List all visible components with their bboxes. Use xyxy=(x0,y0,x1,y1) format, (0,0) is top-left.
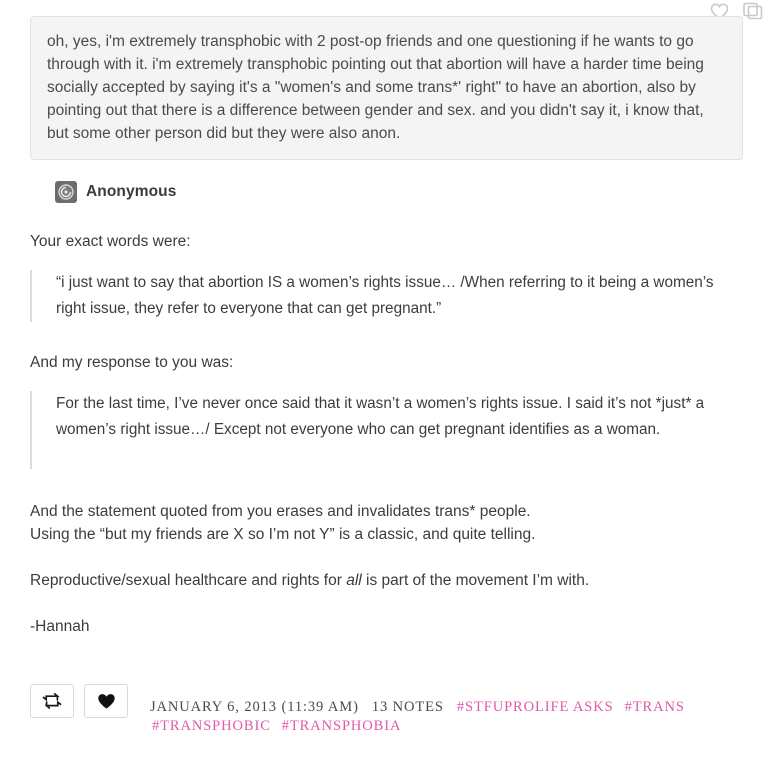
closing-paragraph xyxy=(30,569,743,592)
ask-bubble xyxy=(30,16,743,160)
asker-row xyxy=(55,181,773,203)
post-meta xyxy=(150,684,685,722)
post-date: JANUARY 6, 2013 (11:39 AM) xyxy=(150,699,359,715)
tag-stfuprolife-asks[interactable]: #STFUPROLIFE ASKS xyxy=(456,699,614,715)
closing-para-b: is part of the movement I’m with. xyxy=(361,572,590,589)
reblog-icon xyxy=(42,693,62,709)
closing-para-italic: all xyxy=(346,572,362,589)
closing-line-2: Using the “but my friends are X so I’m not Y” is a classic, and quite telling. xyxy=(30,526,536,543)
post-actions xyxy=(30,684,128,718)
heart-filled-icon xyxy=(97,693,116,710)
mid-line: And my response to you was: xyxy=(30,354,234,371)
closing-para-a: Reproductive/sexual healthcare and rights for xyxy=(30,572,347,589)
quote-one: “i just want to say that abortion IS a women’s rights issue… /When referring to it being a women’s right issue, they refer to everyone that can get pregnant.” xyxy=(30,270,743,322)
tag-transphobic[interactable]: #TRANSPHOBIC xyxy=(152,718,271,734)
signature: -Hannah xyxy=(30,618,90,635)
tag-trans[interactable]: #TRANS xyxy=(624,699,685,715)
quote-two: For the last time, I’ve never once said that it wasn’t a women’s rights issue. I said it’s not *just* a women’s right issue…/ Except not everyone who can get pregnant identifies as a woman. xyxy=(30,391,743,469)
tag-transphobia[interactable]: #TRANSPHOBIA xyxy=(281,718,402,734)
closing-line-1: And the statement quoted from you erases and invalidates trans* people. xyxy=(30,503,531,520)
note-count[interactable]: 13 NOTES xyxy=(371,699,444,715)
like-button[interactable] xyxy=(84,684,128,718)
reblog-button[interactable] xyxy=(30,684,74,718)
ask-text: oh, yes, i'm extremely transphobic with 2 post-op friends and one questioning if he wants to go through with it. i'm extremely transphobic pointing out that abortion will have a harder time being socially accepted by saying it's a "women's and some trans*' right" to have an abortion, also by pointing out that there is a difference between gender and sex. and you didn't say it, i know that, but some other person did but they were also anon. xyxy=(47,33,704,142)
lead-line: Your exact words were: xyxy=(30,233,191,250)
asker-name[interactable]: Anonymous xyxy=(86,183,177,200)
closing-block xyxy=(30,500,743,638)
avatar xyxy=(55,181,77,203)
post-footer xyxy=(30,684,743,735)
